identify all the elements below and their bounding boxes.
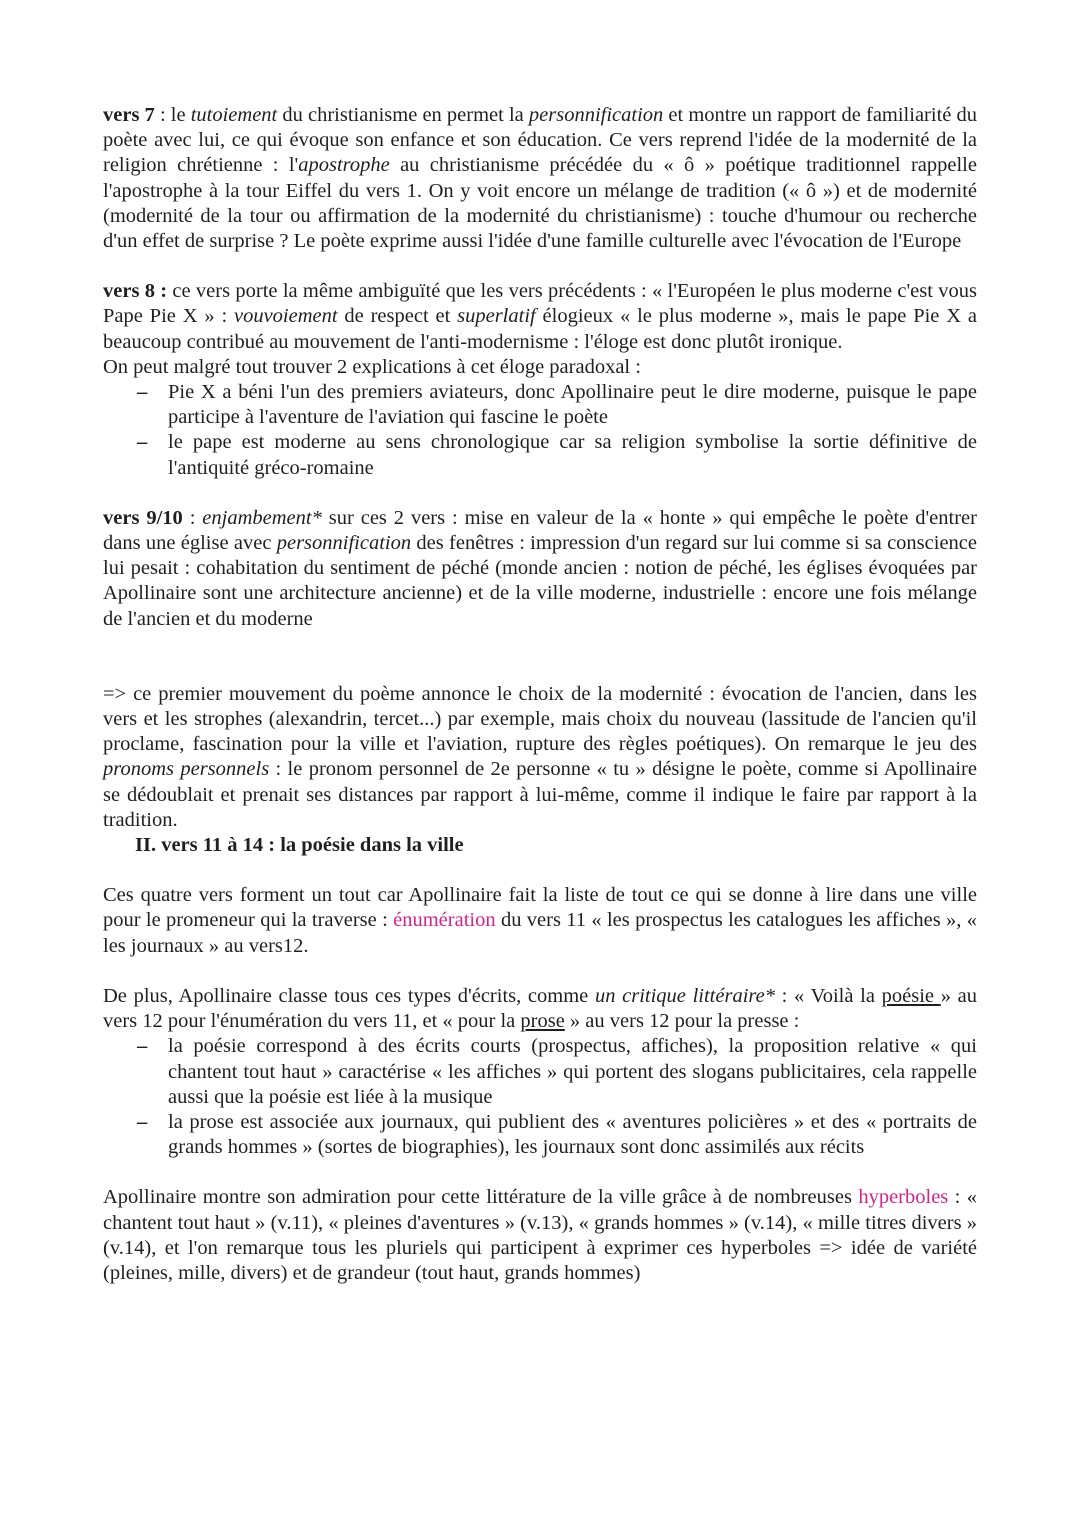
list-item: – la poésie correspond à des écrits courts (prospectus, affiches), la proposition relative « qui chantent tout haut » caractérise « les affiches » qui portent des slogans publicitaires, cela rappelle aussi que la poésie est liée à la musique [103,1034,977,1110]
verse-label: vers 9/10 [103,506,183,529]
section-heading: II. vers 11 à 14 : la poésie dans la ville [135,834,464,857]
verse-label: vers 8 : [103,280,168,303]
paragraph-explanations-intro: On peut malgré tout trouver 2 explications à cet éloge paradoxal : [103,355,641,378]
underlined-term: poésie [881,984,941,1007]
explanations-list [103,380,977,481]
paragraph-vers-7: vers 7 : le tutoiement du christianisme en permet la personnification et montre un rapport de familiarité du poète avec lui, ce qui évoque son enfance et son éducation. Ce vers reprend l'idée de la modernité de la religion chrétienne : l'apostrophe au christianisme précédée du « ô » poétique traditionnel rappelle l'apostrophe à la tour Eiffel du vers 1. On y voit encore un mélange de tradition (« ô ») et de modernité (modernité de la tour ou affirmation de la modernité du christianisme) : touche d'humour ou recherche d'un effet de surprise ? Le poète exprime aussi l'idée d'une famille culturelle avec l'évocation de l'Europe [103,104,977,253]
list-item: – la prose est associée aux journaux, qui publient des « aventures policières » et des « portraits de grands hommes » (sortes de biographies), les journaux sont donc assimilés aux récits [103,1110,977,1160]
paragraph-vers-8: vers 8 : ce vers porte la même ambiguïté que les vers précédents : « l'Européen le plus moderne c'est vous Pape Pie X » : vouvoiement de respect et superlatif élogieux « le plus moderne », mais le pape Pie X a beaucoup contribué au mouvement de l'anti-modernisme : l'éloge est donc plutôt ironique. [103,280,977,353]
paragraph-conclusion: => ce premier mouvement du poème annonce le choix de la modernité : évocation de l'ancien, dans les vers et les strophes (alexandrin, tercet...) par exemple, mais choix du nouveau (lassitude de l'ancien qu'il proclame, fascination pour la ville et l'aviation, rupture des règles poétiques). On remarque le jeu des pronoms personnels : le pronom personnel de 2e personne « tu » désigne le poète, comme si Apollinaire se dédoublait et prenait ses distances par rapport à lui-même, comme il indique le faire par rapport à la tradition. [103,682,977,831]
list-item: – Pie X a béni l'un des premiers aviateurs, donc Apollinaire peut le dire moderne, puisque le pape participe à l'aventure de l'aviation qui fascine le poète [103,380,977,430]
underlined-term: prose [520,1010,565,1033]
highlighted-term: hyperboles [858,1186,949,1209]
verse-label: vers 7 [103,104,155,126]
list-item: – le pape est moderne au sens chronologique car sa religion symbolise la sortie définitive de l'antiquité gréco-romaine [103,430,977,480]
paragraph-admiration: Apollinaire montre son admiration pour cette littérature de la ville grâce à de nombreuses hyperboles : « chantent tout haut » (v.11), « pleines d'aventures » (v.13), « grands hommes » (v.14), « mille titres divers » (v.14), et l'on remarque tous les pluriels qui participent à exprimer ces hyperboles => idée de variété (pleines, mille, divers) et de grandeur (tout haut, grands hommes) [103,1186,977,1284]
paragraph-enumeration: Ces quatre vers forment un tout car Apollinaire fait la liste de tout ce qui se donne à lire dans une ville pour le promeneur qui la traverse : énumération du vers 11 « les prospectus les catalogues les affiches », « les journaux » au vers12. [103,884,978,957]
paragraph-vers-9-10: vers 9/10 : enjambement* sur ces 2 vers : mise en valeur de la « honte » qui empêche le poète d'entrer dans une église avec personnification des fenêtres : impression d'un regard sur lui comme si sa conscience lui pesait : cohabitation du sentiment de péché (monde ancien : notion de péché, les églises évoquées par Apollinaire sont une architecture ancienne) et de la ville moderne, industrielle : encore une fois mélange de l'ancien et du moderne [103,506,977,630]
classification-list [103,1034,977,1160]
highlighted-term: énumération [393,909,496,932]
paragraph-classification: De plus, Apollinaire classe tous ces types d'écrits, comme un critique littéraire* : « Voilà la poésie » au vers 12 pour l'énumération du vers 11, et « pour la prose » au vers 12 pour la presse : [103,984,977,1033]
